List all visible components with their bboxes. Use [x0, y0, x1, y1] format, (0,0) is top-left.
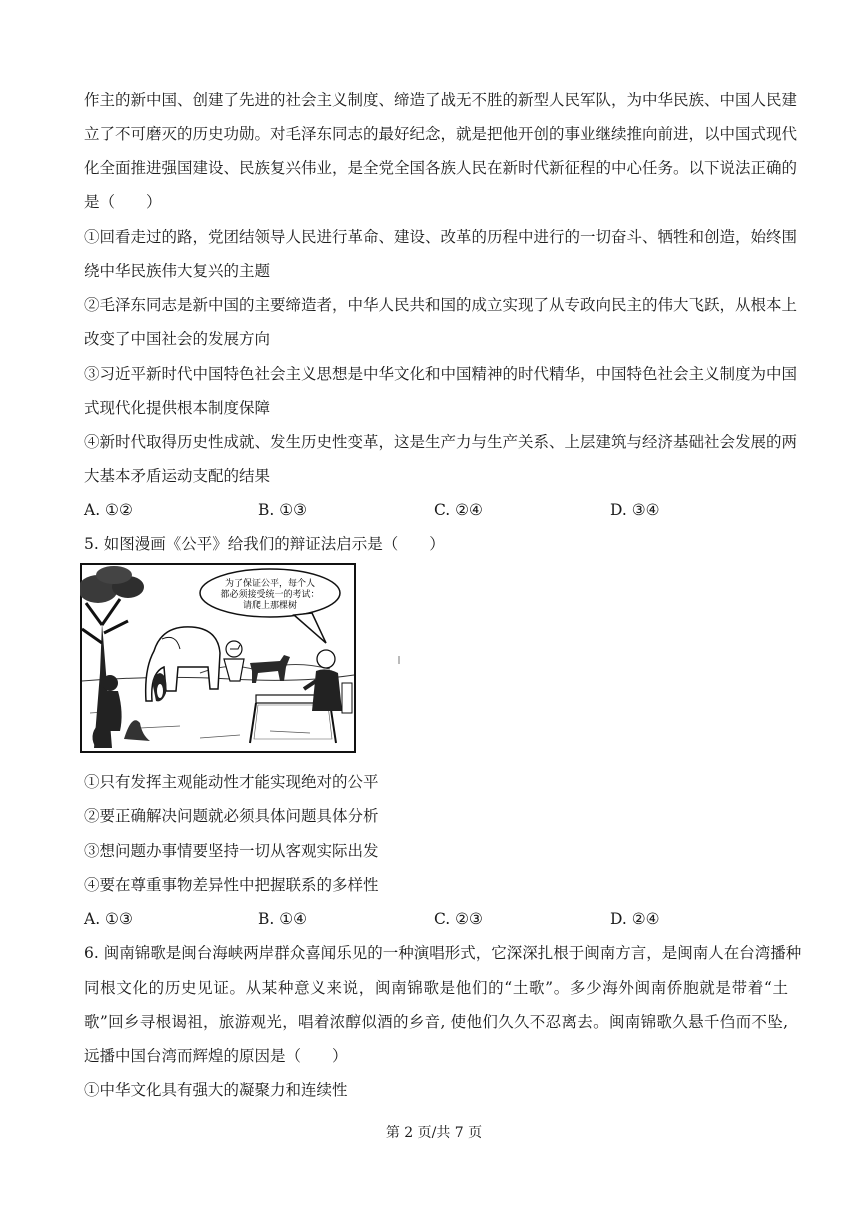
q4-option-a[interactable]: A. ①②: [84, 501, 133, 519]
q5-statement-1: ①只有发挥主观能动性才能实现绝对的公平: [84, 773, 379, 791]
q5-statement-4: ④要在尊重事物差异性中把握联系的多样性: [84, 876, 379, 894]
bubble-line-3: 请爬上那棵树: [242, 601, 298, 611]
q4-line-4: 是（ ）: [84, 193, 162, 211]
bubble-line-1: 为了保证公平，每个人: [224, 579, 316, 589]
q4-option-b[interactable]: B. ①③: [258, 501, 308, 519]
q4-statement-4a: ④新时代取得历史性成就、发生历史性变革，这是生产力与生产关系、上层建筑与经济基础社会发展的两: [84, 433, 798, 451]
q5-statement-3: ③想问题办事情要坚持一切从客观实际出发: [84, 842, 379, 860]
q4-line-2: 立了不可磨灭的历史功勋。对毛泽东同志的最好纪念，就是把他开创的事业继续推向前进，以中国式现代: [84, 125, 798, 143]
q5-statement-2: ②要正确解决问题就必须具体问题具体分析: [84, 807, 379, 825]
fairness-cartoon: [80, 563, 356, 753]
q4-line-1: 作主的新中国、创建了先进的社会主义制度、缔造了战无不胜的新型人民军队，为中华民族、中国人民建: [84, 91, 798, 109]
q4-option-c[interactable]: C. ②④: [434, 501, 483, 519]
q4-statement-1a: ①回看走过的路，党团结领导人民进行革命、建设、改革的历程中进行的一切奋斗、牺牲和创造，始终围: [84, 228, 798, 246]
q4-statement-2b: 改变了中国社会的发展方向: [84, 330, 271, 348]
scan-speck: [398, 656, 400, 664]
q5-stem: 5. 如图漫画《公平》给我们的辩证法启示是（ ）: [84, 535, 445, 553]
q6-statement-1: ①中华文化具有强大的凝聚力和连续性: [84, 1081, 348, 1099]
q5-option-b[interactable]: B. ①④: [258, 910, 308, 928]
q6-line-3: 歌”回乡寻根谒祖，旅游观光，唱着浓醇似酒的乡音, 使他们久久不忍离去。闽南锦歌久悬千㑇而不坠,: [84, 1013, 788, 1031]
q4-statement-3b: 式现代化提供根本制度保障: [84, 399, 271, 417]
q5-option-a[interactable]: A. ①③: [84, 910, 133, 928]
q5-option-d[interactable]: D. ②④: [610, 910, 660, 928]
q4-statement-1b: 绕中华民族伟大复兴的主题: [84, 262, 271, 280]
q4-statement-4b: 大基本矛盾运动支配的结果: [84, 467, 271, 485]
q4-option-d[interactable]: D. ③④: [610, 501, 660, 519]
q6-line-4: 远播中国台湾而辉煌的原因是（ ）: [84, 1047, 348, 1065]
q4-statement-3a: ③习近平新时代中国特色社会主义思想是中华文化和中国精神的时代精华，中国特色社会主义制度为中国: [84, 365, 798, 383]
q6-line-2: 同根文化的历史见证。从某种意义来说，闽南锦歌是他们的“土歌”。多少海外闽南侨胞就是带着“土: [84, 979, 788, 997]
q6-line-1: 6. 闽南锦歌是闽台海峡两岸群众喜闻乐见的一种演唱形式，它深深扎根于闽南方言，是闽南人在台湾播种: [84, 944, 802, 962]
q4-statement-2a: ②毛泽东同志是新中国的主要缔造者，中华人民共和国的成立实现了从专政向民主的伟大飞跃，从根本上: [84, 296, 798, 314]
q4-line-3: 化全面推进强国建设、民族复兴伟业，是全党全国各族人民在新时代新征程的中心任务。以下说法正确的: [84, 159, 798, 177]
q5-option-c[interactable]: C. ②③: [434, 910, 483, 928]
page-footer: 第 2 页/共 7 页: [385, 1125, 483, 1141]
bubble-line-2: 都必须接受统一的考试：: [220, 590, 320, 600]
